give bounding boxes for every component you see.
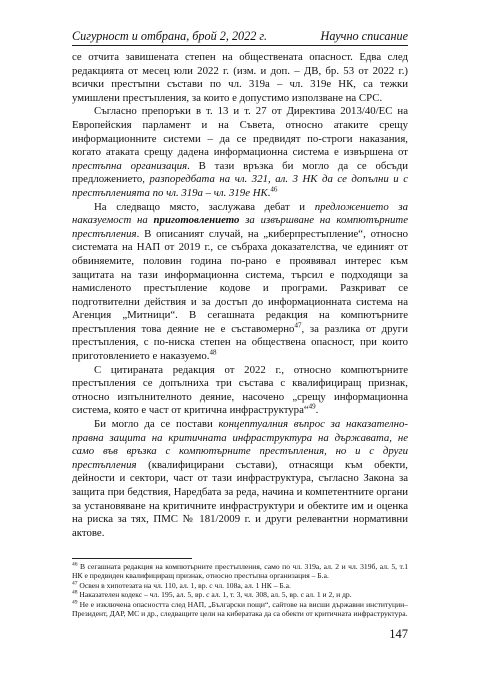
p3-text-1: На следващо място, заслужава дебат и	[94, 200, 315, 213]
paragraph-2	[72, 105, 408, 200]
footnote-text: В сегашната редакция на компютърните престъпления, само по чл. 319а, ал. 2 и чл. 319б, ал. 5, т.1 НК е предвиден квалифициращ признак, относно престъпна организация – Б.а.	[72, 562, 408, 581]
paragraph-3	[72, 201, 408, 364]
p2-text-1: Съгласно препоръки в т. 13 и т. 27 от Директива 2013/40/ЕС на Европейския парламент и на Съвета, относно атаките срещу информационните системи – да се предвидят по-строги наказания, когато атаката срещу дадена информационна система е извършена от	[72, 105, 408, 159]
footnote-number: 47	[72, 580, 78, 587]
footnote-49	[72, 600, 408, 619]
body-text	[72, 51, 408, 540]
p2-text-2: . В тази връзка би могло да се обсъди предложението,	[72, 159, 408, 186]
footnote-text: Наказателен кодекс – чл. 195, ал. 5, вр. с ал. 1, т. 3, чл. 308, ал. 5, вр. с ал. 1 и 2, и др.	[77, 590, 352, 600]
p3-bold-italic: приготовлението	[153, 214, 240, 227]
journal-issue: Сигурност и отбрана, брой 2, 2022 г.	[72, 29, 268, 43]
footnote-48	[72, 590, 408, 599]
p3-italic-2: за извършване на компютърните престъпления	[72, 214, 408, 240]
p3-text-3: , за разлика от други престъпления, с по-ниска степен на обществена опасност, при които приготовлението е наказуемо.	[72, 322, 408, 363]
journal-type: Научно списание	[320, 29, 408, 43]
p2-text-3: .	[267, 186, 271, 199]
footnote-ref-47[interactable]: 47	[294, 321, 302, 330]
p2-italic-2: разпоредбата на чл. 321, ал. 3 НК да се допълни и с престъпленията по чл. 319а – чл. 319е НК	[72, 173, 409, 199]
p5-italic-1: концептуалния въпрос за наказателно-правна защита на критичната инфраструктура на държавата, не само във връзка с компютърните престъпления, но и с други престъпления	[72, 418, 408, 471]
footnote-text: Освен в хипотезата на чл. 110, ал. 1, вр. с чл. 108а, ал. 1 НК – Б.а.	[77, 580, 291, 590]
p4-text-2: .	[315, 404, 319, 417]
footnote-text: Не е изключена опасността след НАП, „Български пощи“, сайтове на висши държавни институции– Президент, ДАР, МС и др., следващите цели на кибератака да са обекти от критичната инфраструктура.	[72, 599, 408, 619]
page-number: 147	[389, 627, 408, 641]
p5-text-1: Би могло да се постави	[94, 418, 219, 431]
p5-text-2: (квалифицирани състави), отнасящи към обекти, дейности и сектори, част от тази инфраструктура, съгласно Закона за защита при бедствия, Наредбата за реда, начина и компетентните органи за установяване на критичните инфраструктури и обектите им и оценка на риска за тях, ПМС № 181/2009 г. и други релевантни нормативни актове.	[72, 458, 408, 539]
paragraph-5	[72, 418, 408, 540]
footnote-ref-49[interactable]: 49	[308, 402, 316, 411]
footnote-ref-46[interactable]: 46	[270, 185, 278, 194]
paragraph-1	[72, 51, 408, 105]
footnote-rule	[72, 558, 192, 559]
p4-text-1: С цитираната редакция от 2022 г., относно компютърните престъпления се допълниха три състава с квалифициращ признак, относно изпълнителното деяние, насочено „срещу информационна система, която е част от критична инфраструктура“	[72, 363, 408, 417]
footnote-47	[72, 581, 408, 590]
header-rule	[72, 45, 408, 46]
footnote-number: 48	[72, 589, 78, 596]
paragraph-4	[72, 364, 408, 418]
p3-italic-1: предложението за наказуемост на	[72, 200, 408, 227]
footnote-number: 46	[72, 561, 78, 568]
footnote-ref-48[interactable]: 48	[209, 348, 217, 357]
footnote-46	[72, 562, 408, 581]
p1-text: се отчита завишената степен на обществената опасност. Едва след редакцията от месец юли 2022 г. (изм. и доп. – ДВ, бр. 53 от 2022 г.) всички престъпни състави по чл. 319а – чл. 319е НК, са тежки умишлени престъпления, за които е допустимо използване на СРС.	[72, 51, 408, 104]
footnotes	[72, 562, 408, 618]
footnote-number: 49	[72, 599, 78, 606]
p3-text-2: . В описаният случай, на „киберпрестъпление“, относно системата на НАП от 2019 г., се събраха доказателства, че единият от обвиняемите, половин година по-рано е проявявал интерес към защитата на тази информационна система, търсил е подходящи за намисленото престъпление кодове и програми. Разкриват се подготвителни действия и за достъп до информационната система на Агенция „Митници“. В сегашната редакция на компютърните престъпления това деяние не е съставомерно	[72, 227, 408, 335]
p2-italic-1: престъпна организация	[72, 159, 188, 172]
